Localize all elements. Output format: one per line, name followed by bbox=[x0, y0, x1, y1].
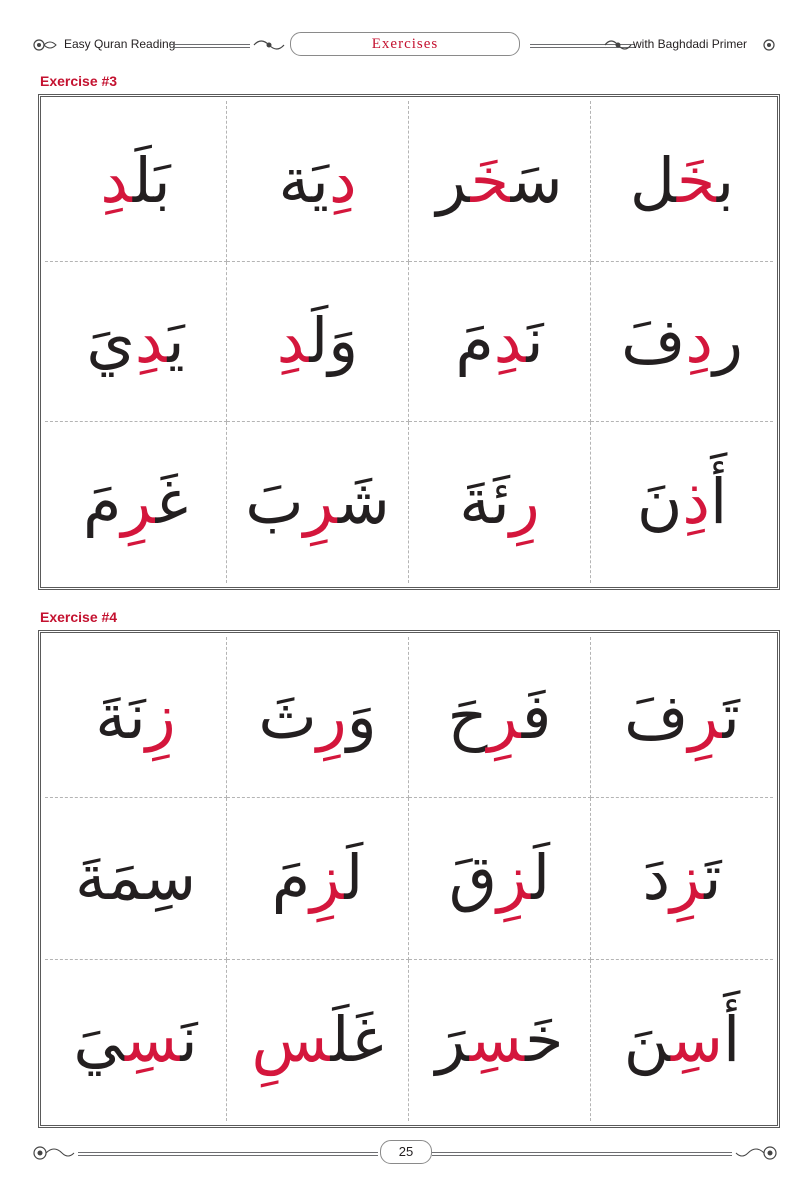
exercise-3-label: Exercise #3 bbox=[40, 73, 118, 89]
arabic-word bbox=[73, 1003, 197, 1077]
letter: أَ bbox=[722, 1003, 741, 1077]
exercise-cell bbox=[45, 262, 227, 423]
exercise-cell bbox=[227, 798, 409, 959]
exercise-cell bbox=[591, 262, 773, 423]
letter: أَ bbox=[709, 465, 728, 539]
arabic-word bbox=[75, 841, 196, 915]
highlighted-letter: سِ bbox=[469, 1003, 526, 1077]
letter: فَ bbox=[521, 679, 552, 753]
exercise-cell bbox=[591, 422, 773, 583]
highlighted-letter: دِ bbox=[134, 304, 168, 378]
arabic-word bbox=[86, 304, 184, 378]
footer-ornament-right-icon bbox=[734, 1142, 780, 1164]
ornament-right-icon bbox=[758, 36, 780, 54]
highlighted-letter: سِ bbox=[251, 1003, 331, 1077]
highlighted-letter: رِ bbox=[509, 465, 540, 539]
highlighted-letter: زِ bbox=[310, 841, 345, 915]
letter: سَ bbox=[510, 143, 563, 217]
ornament-flourish-right-icon bbox=[603, 36, 633, 54]
header-left-text: Easy Quran Reading bbox=[64, 37, 176, 51]
page-number: 25 bbox=[380, 1140, 432, 1164]
arabic-word bbox=[459, 465, 539, 539]
arabic-word bbox=[637, 465, 727, 539]
highlighted-letter: دِ bbox=[493, 304, 527, 378]
exercise-4-frame bbox=[38, 630, 780, 1128]
letter: ل bbox=[629, 143, 677, 217]
exercise-cell bbox=[409, 422, 591, 583]
letter: ب bbox=[716, 143, 735, 217]
arabic-word bbox=[624, 1003, 740, 1077]
exercise-cell bbox=[591, 960, 773, 1121]
exercise-cell bbox=[409, 262, 591, 423]
letter: يَ bbox=[86, 304, 135, 378]
exercise-cell bbox=[227, 262, 409, 423]
highlighted-letter: خَ bbox=[470, 143, 511, 217]
letter: ر bbox=[436, 143, 471, 217]
letter: ثَ bbox=[258, 679, 317, 753]
highlighted-letter: زِ bbox=[670, 841, 705, 915]
exercise-cell bbox=[227, 101, 409, 262]
page-header bbox=[30, 30, 780, 60]
highlighted-letter: رِ bbox=[121, 465, 156, 539]
exercise-3-grid bbox=[45, 101, 773, 583]
letter: يَ bbox=[73, 1003, 126, 1077]
exercise-cell bbox=[409, 101, 591, 262]
ornament-left-icon bbox=[30, 36, 60, 54]
letter: بَ bbox=[245, 465, 304, 539]
letter: قَ bbox=[448, 841, 497, 915]
letter: نَ bbox=[180, 1003, 198, 1077]
exercise-cell bbox=[591, 637, 773, 798]
highlighted-letter: دِ bbox=[100, 143, 133, 217]
exercise-cell bbox=[409, 637, 591, 798]
letter: نَ bbox=[636, 465, 683, 539]
letter: وَ bbox=[328, 304, 359, 378]
letter: مَةَ bbox=[74, 841, 145, 915]
arabic-word bbox=[449, 841, 550, 915]
exercise-cell bbox=[591, 101, 773, 262]
footer-rule-left bbox=[78, 1152, 378, 1156]
arabic-word bbox=[448, 680, 552, 754]
exercise-cell bbox=[227, 960, 409, 1121]
exercise-3-frame bbox=[38, 94, 780, 590]
letter: خَ bbox=[525, 1003, 564, 1077]
exercise-cell bbox=[409, 960, 591, 1121]
letter: غَ bbox=[155, 465, 189, 539]
exercise-cell bbox=[591, 798, 773, 959]
header-right-text: with Baghdadi Primer bbox=[633, 37, 748, 51]
highlighted-letter: خَ bbox=[676, 143, 717, 217]
arabic-word bbox=[624, 680, 740, 754]
highlighted-letter: سِ bbox=[125, 1003, 181, 1077]
highlighted-letter: دِ bbox=[328, 143, 357, 217]
letter: لَ bbox=[330, 1003, 352, 1077]
arabic-word bbox=[455, 304, 543, 378]
exercise-cell bbox=[409, 798, 591, 959]
letter: يَة bbox=[278, 143, 329, 217]
letter: فَ bbox=[621, 304, 686, 378]
highlighted-letter: رِ bbox=[316, 679, 347, 753]
letter: لَ bbox=[531, 841, 551, 915]
letter: مَ bbox=[82, 465, 122, 539]
exercise-4-grid bbox=[45, 637, 773, 1121]
letter: يَ bbox=[167, 304, 185, 378]
highlighted-letter: رِ bbox=[487, 679, 522, 753]
letter: مَ bbox=[455, 304, 494, 378]
arabic-word bbox=[278, 144, 356, 218]
arabic-word bbox=[258, 680, 376, 754]
arabic-word bbox=[436, 1003, 564, 1077]
letter: رَ bbox=[435, 1003, 470, 1077]
letter: نَ bbox=[623, 1003, 671, 1077]
highlighted-letter: دِ bbox=[276, 304, 310, 378]
arabic-word bbox=[436, 144, 562, 218]
exercise-cell bbox=[45, 422, 227, 583]
highlighted-letter: ذِ bbox=[682, 465, 710, 539]
exercise-cell bbox=[227, 422, 409, 583]
exercise-4-label: Exercise #4 bbox=[40, 609, 118, 625]
exercise-cell bbox=[45, 960, 227, 1121]
arabic-word bbox=[642, 841, 721, 915]
letter: نَ bbox=[526, 304, 544, 378]
letter: حَ bbox=[447, 679, 488, 753]
arabic-word bbox=[245, 465, 390, 539]
highlighted-letter: رِ bbox=[303, 465, 338, 539]
arabic-word bbox=[83, 465, 188, 539]
letter: بَ bbox=[153, 143, 171, 217]
letter: فَ bbox=[624, 679, 689, 753]
letter: لَ bbox=[309, 304, 329, 378]
letter: نَةَ bbox=[95, 679, 146, 753]
exercise-cell bbox=[45, 637, 227, 798]
arabic-word bbox=[95, 680, 175, 754]
letter: تَ bbox=[704, 841, 722, 915]
letter: شَ bbox=[337, 465, 390, 539]
ornament-flourish-left-icon bbox=[252, 36, 286, 54]
header-title: Exercises bbox=[290, 32, 520, 56]
letter: سِ bbox=[144, 841, 197, 915]
arabic-word bbox=[621, 304, 743, 378]
letter: لَ bbox=[132, 143, 154, 217]
highlighted-letter: دِ bbox=[685, 304, 713, 378]
letter: مَ bbox=[271, 841, 311, 915]
arabic-word bbox=[100, 144, 170, 218]
letter: تَ bbox=[722, 679, 740, 753]
highlighted-letter: رِ bbox=[688, 679, 723, 753]
letter: غَ bbox=[351, 1003, 384, 1077]
footer-ornament-left-icon bbox=[30, 1142, 76, 1164]
exercise-cell bbox=[45, 798, 227, 959]
arabic-word bbox=[272, 841, 364, 915]
letter: ئَةَ bbox=[459, 465, 510, 539]
page-footer bbox=[30, 1138, 780, 1172]
arabic-word bbox=[630, 144, 734, 218]
footer-rule-right bbox=[432, 1152, 732, 1156]
exercise-cell bbox=[227, 637, 409, 798]
highlighted-letter: سِ bbox=[671, 1003, 723, 1077]
letter: وَ bbox=[346, 679, 377, 753]
highlighted-letter: زِ bbox=[145, 679, 176, 753]
header-rule-left bbox=[170, 44, 250, 48]
highlighted-letter: زِ bbox=[497, 841, 532, 915]
arabic-word bbox=[277, 304, 358, 378]
letter: لَ bbox=[344, 841, 364, 915]
letter: دَ bbox=[642, 841, 671, 915]
letter: ر bbox=[712, 304, 743, 378]
exercise-cell bbox=[45, 101, 227, 262]
arabic-word bbox=[251, 1003, 383, 1077]
